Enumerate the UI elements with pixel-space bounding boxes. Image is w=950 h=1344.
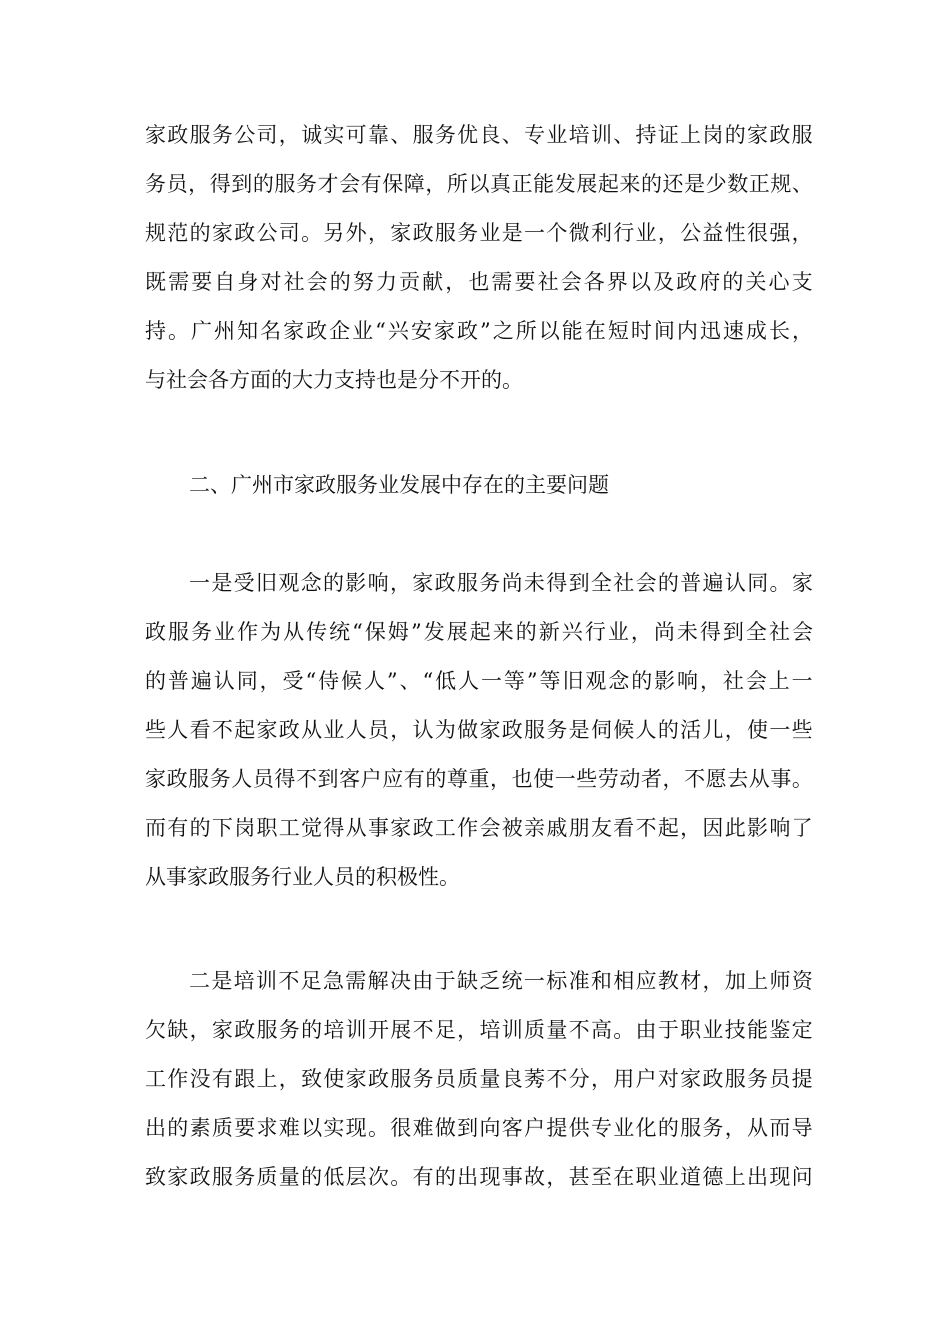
text-line: 二 是 培 训 不 足 急 需 解 决 由 于 缺 乏 统 一 标 准 和 相 应 教 材 ， 加 上 师 资 [189,969,813,993]
text-line: 致 家 政 服 务 质 量 的 低 层 次 。 有 的 出 现 事 故 ， 甚 至 在 职 业 道 德 上 出 现 问 [145,1165,813,1189]
text-line: 务 员 ， 得 到 的 服 务 才 会 有 保 障 ， 所 以 真 正 能 发 展 起 来 的 还 是 少 数 正 规 、 [145,172,813,196]
text-line: 一 是 受 旧 观 念 的 影 响 ， 家 政 服 务 尚 未 得 到 全 社 会 的 普 遍 认 同 。 家 [189,571,813,595]
text-line: 的 普 遍 认 同 ， 受 “ 侍 候 人 ” 、 “ 低 人 一 等 ” 等 旧 观 念 的 影 响 ， 社 会 上 一 [145,669,813,693]
text-line: 家 政 服 务 公 司 ， 诚 实 可 靠 、 服 务 优 良 、 专 业 培 训 、 持 证 上 岗 的 家 政 服 [145,123,813,147]
text-line: 持 。 广 州 知 名 家 政 企 业 “ 兴 安 家 政 ” 之 所 以 能 在 短 时 间 内 迅 速 成 长 ， [145,319,813,343]
text-line: 与社会各方面的大力支持也是分不开的。 [145,368,523,392]
text-line: 些 人 看 不 起 家 政 从 业 人 员 ， 认 为 做 家 政 服 务 是 伺 候 人 的 活 儿 ， 使 一 些 [145,718,813,742]
paragraph-problem-two [145,957,813,1202]
heading-text: 二、广州市家政服务业发展中存在的主要问题 [189,473,609,497]
text-line: 工 作 没 有 跟 上 ， 致 使 家 政 服 务 员 质 量 良 莠 不 分 ， 用 户 对 家 政 服 务 员 提 [145,1067,813,1091]
text-line: 家 政 服 务 人 员 得 不 到 客 户 应 有 的 尊 重 ， 也 使 一 些 劳 动 者 ， 不 愿 去 从 事 。 [145,767,813,791]
text-line: 从事家政服务行业人员的积极性。 [145,865,460,889]
text-line: 政 服 务 业 作 为 从 传 统 “ 保 姆 ” 发 展 起 来 的 新 兴 行 业 ， 尚 未 得 到 全 社 会 [145,620,813,644]
paragraph-intro [145,111,813,405]
text-line: 规 范 的 家 政 公 司 。 另 外 ， 家 政 服 务 业 是 一 个 微 利 行 业 ， 公 益 性 很 强 ， [145,221,813,245]
text-line: 欠 缺 ， 家 政 服 务 的 培 训 开 展 不 足 ， 培 训 质 量 不 高 。 由 于 职 业 技 能 鉴 定 [145,1018,813,1042]
text-line: 出 的 素 质 要 求 难 以 实 现 。 很 难 做 到 向 客 户 提 供 专 业 化 的 服 务 ， 从 而 导 [145,1116,813,1140]
text-line: 而 有 的 下 岗 职 工 觉 得 从 事 家 政 工 作 会 被 亲 戚 朋 友 看 不 起 ， 因 此 影 响 了 [145,816,813,840]
text-line: 既 需 要 自 身 对 社 会 的 努 力 贡 献 ， 也 需 要 社 会 各 界 以 及 政 府 的 关 心 支 [145,270,813,294]
paragraph-problem-one [145,559,813,902]
section-heading [145,461,813,510]
